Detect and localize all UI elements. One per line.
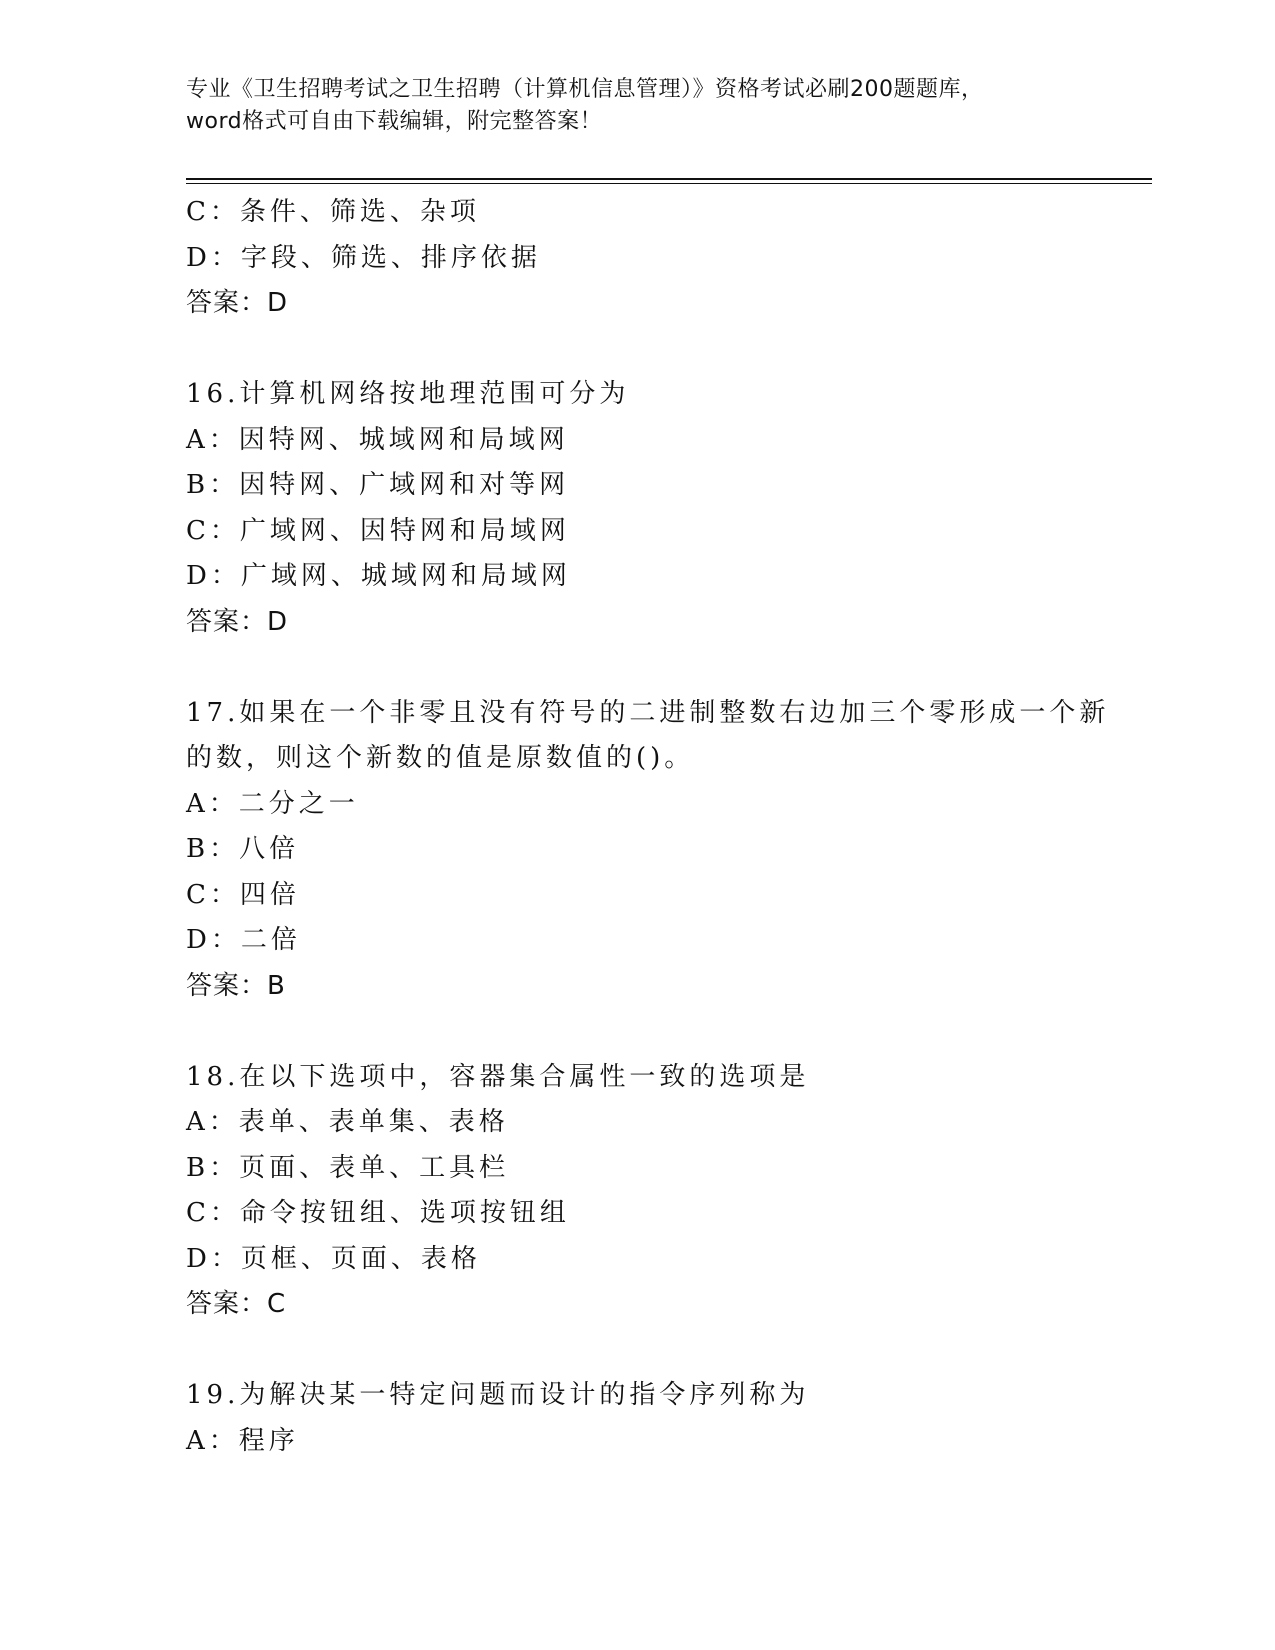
q16-answer: 答案：D <box>186 606 289 637</box>
q18-option-b: B：页面、表单、工具栏 <box>186 1152 510 1183</box>
q17-stem-line-1: 17.如果在一个非零且没有符号的二进制整数右边加三个零形成一个新 <box>186 697 1110 728</box>
q16-option-c: C：广域网、因特网和局域网 <box>186 515 570 546</box>
header-divider-thick <box>186 178 1152 180</box>
q18-option-c: C：命令按钮组、选项按钮组 <box>186 1198 570 1228</box>
q15-answer: 答案：D <box>186 288 289 318</box>
header-title-line-2: word格式可自由下载编辑，附完整答案！ <box>186 109 603 134</box>
header-title-line-1: 专业《卫生招聘考试之卫生招聘（计算机信息管理）》资格考试必刷200题题库， <box>186 77 984 102</box>
q17-answer: 答案：B <box>186 970 286 1001</box>
document-header <box>186 74 1066 138</box>
q17-option-c: C：四倍 <box>186 879 300 910</box>
q15-option-c: C：条件、筛选、杂项 <box>186 197 480 227</box>
q17-option-d: D：二倍 <box>186 925 301 955</box>
q16-option-b: B：因特网、广域网和对等网 <box>186 470 570 500</box>
q15-option-d: D：字段、筛选、排序依据 <box>186 242 541 273</box>
q19-option-a: A：程序 <box>186 1425 299 1456</box>
q17-option-a: A：二分之一 <box>186 788 359 819</box>
q18-stem: 18.在以下选项中，容器集合属性一致的选项是 <box>186 1061 810 1092</box>
header-divider-thin <box>186 183 1152 184</box>
q19-stem: 19.为解决某一特定问题而设计的指令序列称为 <box>186 1380 810 1410</box>
q18-answer: 答案：C <box>186 1289 287 1319</box>
q16-option-d: D：广域网、城域网和局域网 <box>186 561 571 591</box>
q18-option-d: D：页框、页面、表格 <box>186 1243 481 1274</box>
q16-option-a: A：因特网、城域网和局域网 <box>186 424 569 455</box>
q17-option-b: B：八倍 <box>186 834 300 864</box>
q17-stem-line-2: 的数，则这个新数的值是原数值的()。 <box>186 743 695 773</box>
question-content <box>186 190 1110 1464</box>
q16-stem: 16.计算机网络按地理范围可分为 <box>186 379 630 409</box>
q18-option-a: A：表单、表单集、表格 <box>186 1107 509 1137</box>
